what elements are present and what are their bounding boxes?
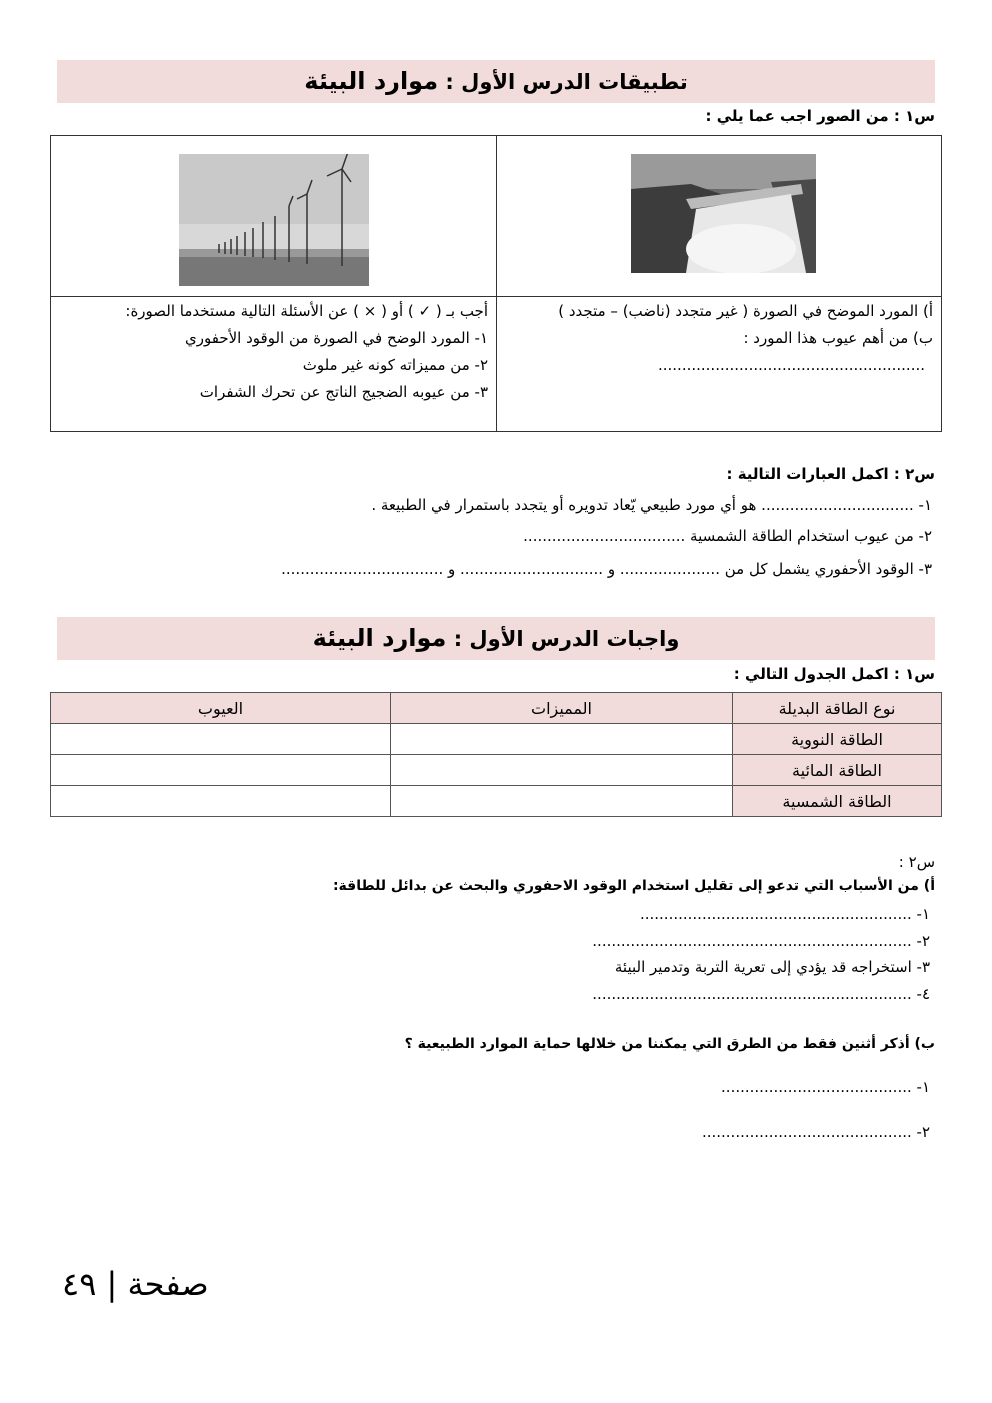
q2-label: س٢ : xyxy=(898,853,935,871)
fill-item: ٢- من عيوب استخدام الطاقة الشمسية .................................. xyxy=(523,527,932,545)
table-divider xyxy=(496,136,497,431)
answer-cell[interactable] xyxy=(391,724,733,755)
q1-label: س١ : من الصور اجب عما يلي : xyxy=(705,107,935,125)
q2a-item: ٢- ................................................................... xyxy=(592,932,930,950)
title-main: موارد البيئة xyxy=(304,67,439,95)
tf-item: ٢- من مميزاته كونه غير ملوث xyxy=(302,356,488,374)
q2a-item: ١- ......................................................... xyxy=(639,905,930,923)
header-cell: نوع الطاقة البديلة xyxy=(733,693,942,724)
header-cell: العيوب xyxy=(51,693,391,724)
page-separator: | xyxy=(106,1265,118,1303)
q1-table-label: س١ : اكمل الجدول التالي : xyxy=(733,665,935,683)
true-false-intro: أجب بـ ( ✓ ) أو ( × ) عن الأسئلة التالية مستخدما الصورة: xyxy=(125,302,488,320)
q2-label: س٢ : اكمل العبارات التالية : xyxy=(726,465,935,483)
table-row xyxy=(51,786,942,817)
wind-turbines-image xyxy=(179,154,369,286)
tf-item: ١- المورد الوضح في الصورة من الوقود الأحفوري xyxy=(185,329,488,347)
section2-title xyxy=(57,617,935,660)
energy-table xyxy=(50,692,942,817)
table-header-row xyxy=(51,693,942,724)
question-a: أ) المورد الموضح في الصورة ( غير متجدد (ناضب) – متجدد ) xyxy=(558,302,933,320)
q2b-question: ب) أذكر أثنين فقط من الطرق التي يمكننا من خلالها حماية الموارد الطبيعية ؟ xyxy=(404,1036,935,1052)
q2a-item: ٣- استخراجه قد يؤدي إلى تعرية التربة وتدمير البيئة xyxy=(614,958,930,976)
right-cell-text xyxy=(503,298,933,379)
answer-cell[interactable] xyxy=(51,786,391,817)
fill-item: ٣- الوقود الأحفوري يشمل كل من ..................... و .............................. و .................................. xyxy=(281,560,932,578)
dam-image xyxy=(631,154,816,273)
q2a-question: أ) من الأسباب التي تدعو إلى تقليل استخدام الوقود الاحفوري والبحث عن بدائل للطاقة: xyxy=(332,878,935,894)
section1-title xyxy=(57,60,935,103)
table-divider xyxy=(51,296,941,297)
left-cell-text xyxy=(88,298,488,406)
table-row xyxy=(51,724,942,755)
fill-item: ١- ................................ هو أي مورد طبيعي يّعاد تدويره أو يتجدد باستمرار في الطبيعة . xyxy=(371,496,932,514)
answer-cell[interactable] xyxy=(391,786,733,817)
page-number: ٤٩ xyxy=(62,1265,97,1303)
question-b: ب) من أهم عيوب هذا المورد : xyxy=(743,329,933,347)
q2b-item: ١- ........................................ xyxy=(721,1078,930,1096)
images-table xyxy=(50,135,942,432)
page-word: صفحة xyxy=(127,1265,209,1303)
row-label: الطاقة الشمسية xyxy=(733,786,942,817)
title-prefix: واجبات الدرس الأول : xyxy=(446,627,680,651)
page-footer xyxy=(62,1265,209,1303)
row-label: الطاقة المائية xyxy=(733,755,942,786)
answer-blank[interactable]: ........................................................ xyxy=(657,356,925,374)
title-main: موارد البيئة xyxy=(312,624,447,652)
answer-cell[interactable] xyxy=(51,755,391,786)
title-prefix: تطبيقات الدرس الأول : xyxy=(438,70,688,94)
header-cell: المميزات xyxy=(391,693,733,724)
q2b-item: ٢- ............................................ xyxy=(701,1123,930,1141)
row-label: الطاقة النووية xyxy=(733,724,942,755)
q2a-item: ٤- ................................................................... xyxy=(592,985,930,1003)
answer-cell[interactable] xyxy=(51,724,391,755)
table-row xyxy=(51,755,942,786)
tf-item: ٣- من عيوبه الضجيج الناتج عن تحرك الشفرات xyxy=(199,383,488,401)
answer-cell[interactable] xyxy=(391,755,733,786)
